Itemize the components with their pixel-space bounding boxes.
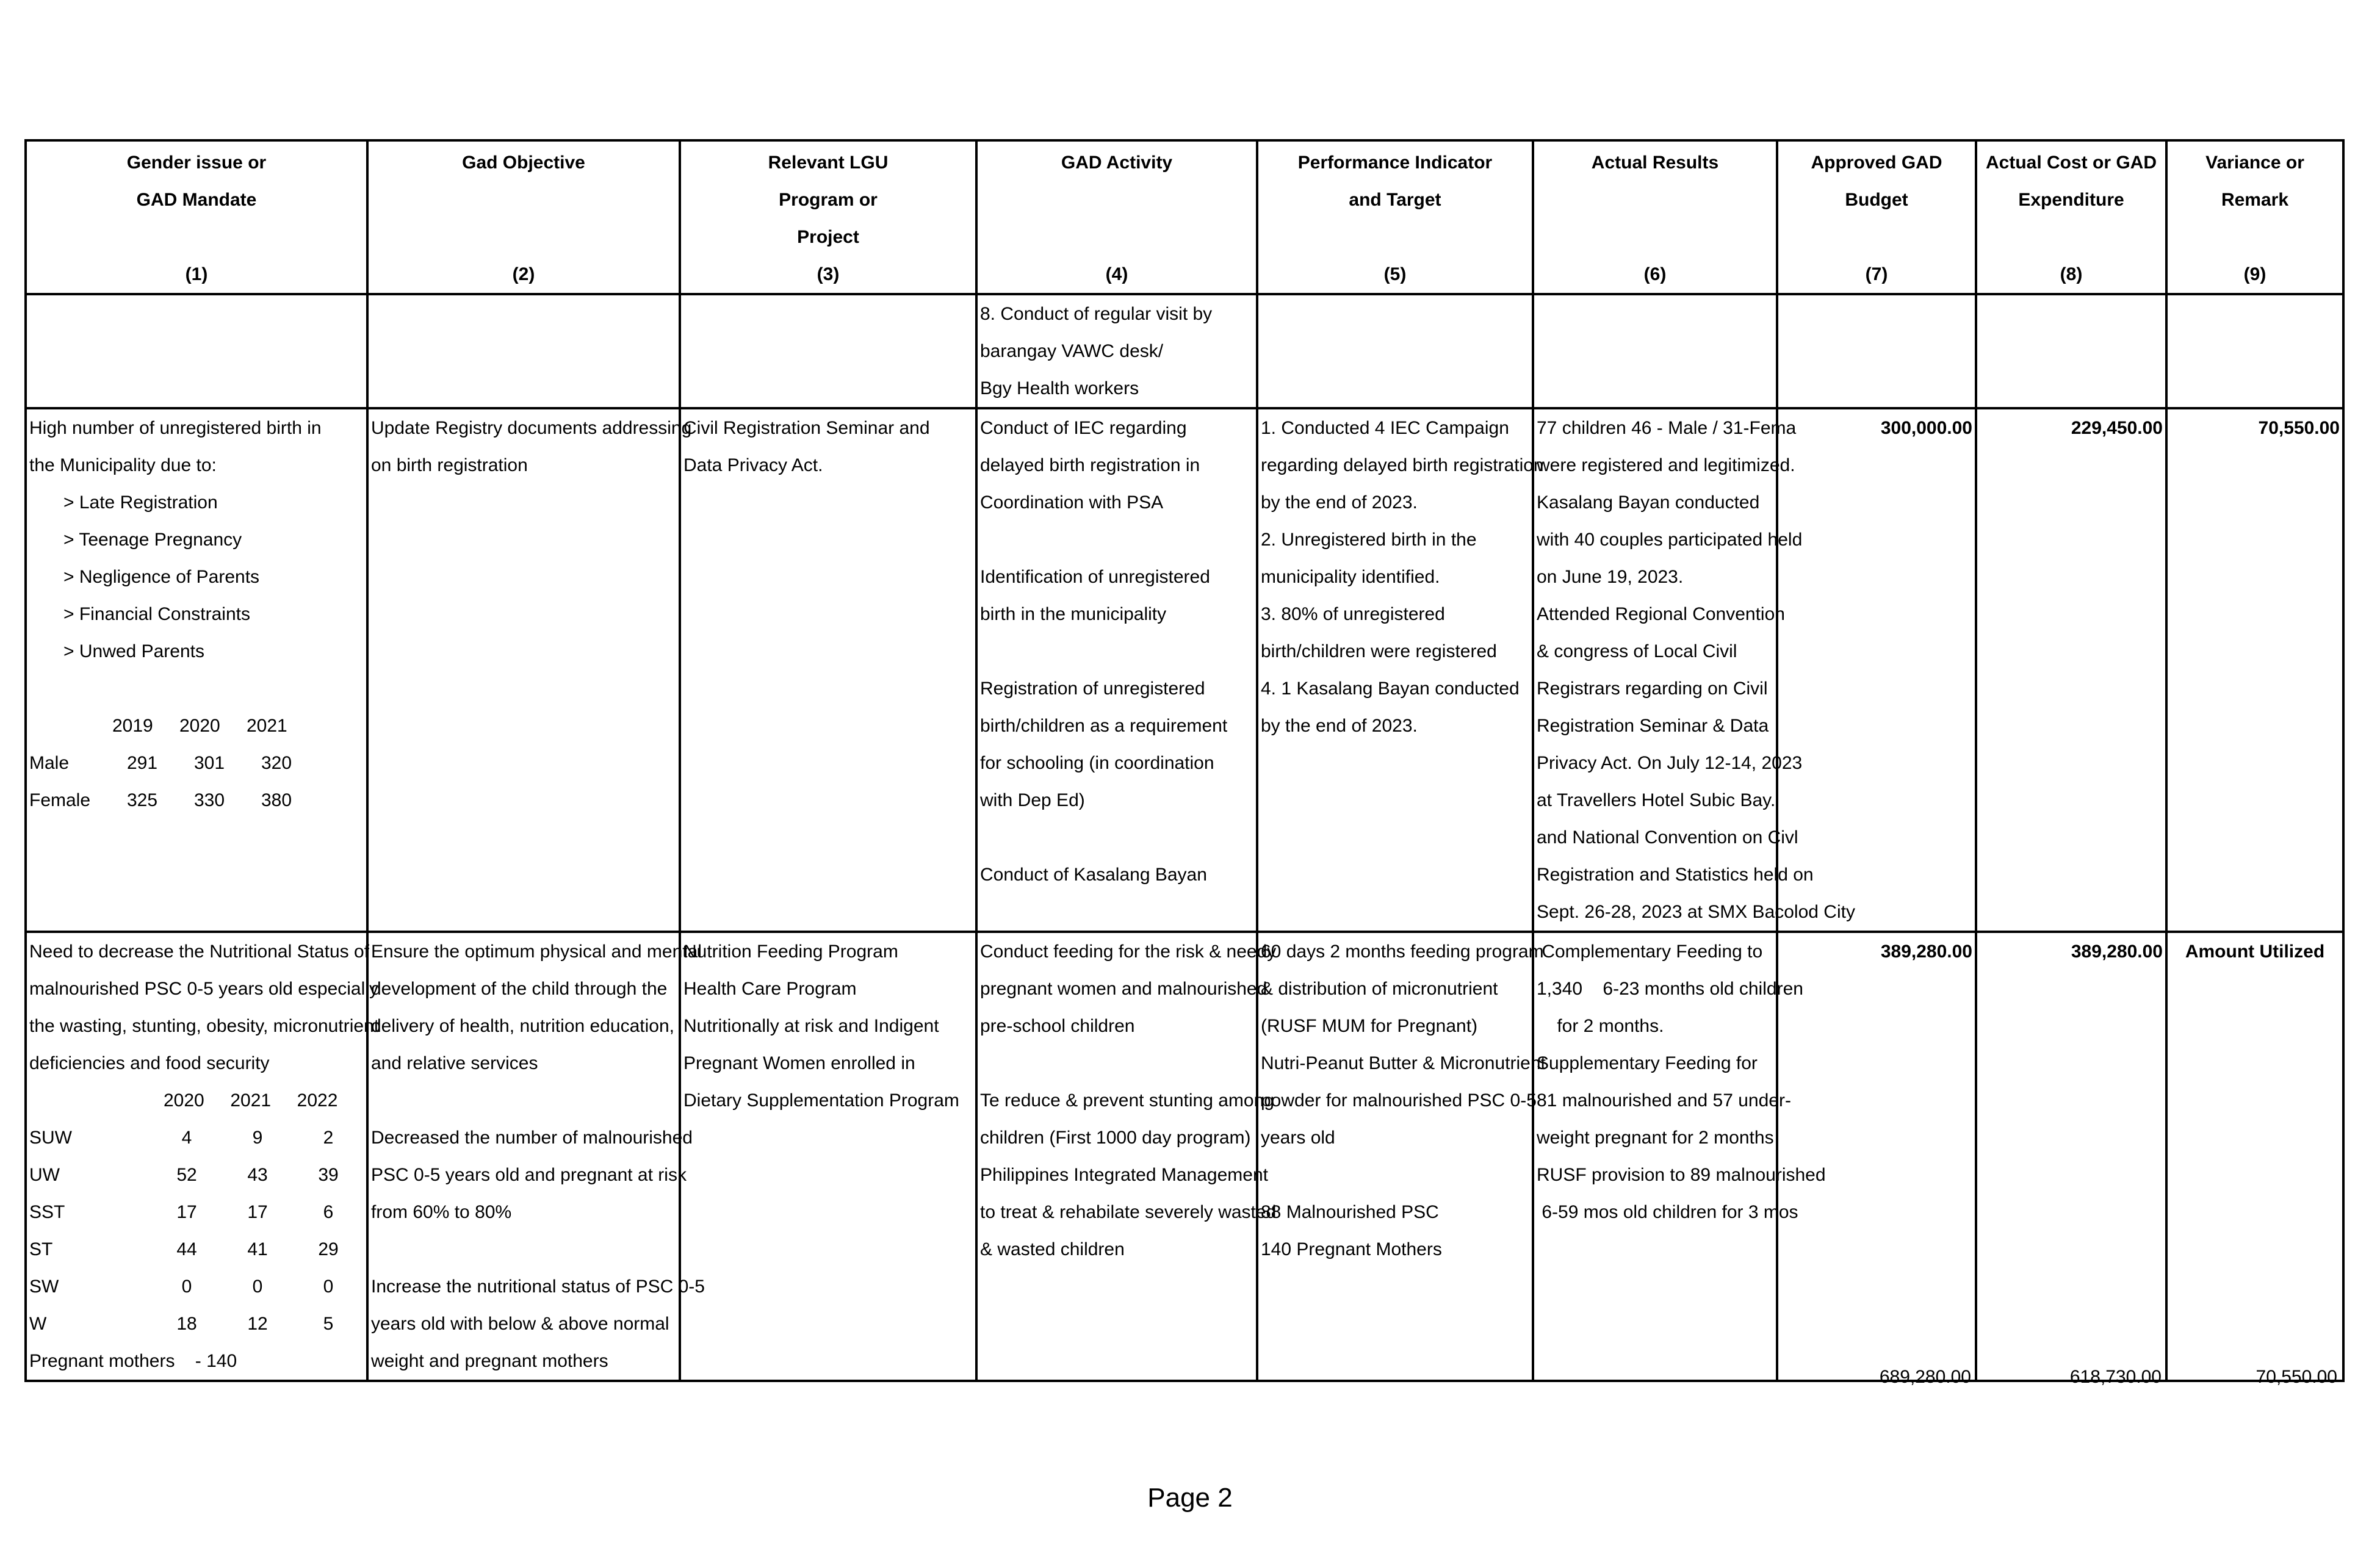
stats-value: 41 <box>247 1239 268 1259</box>
text-line: & wasted children <box>980 1239 1125 1259</box>
stats-value: 301 <box>193 753 225 773</box>
text-line: Dietary Supplementation Program <box>683 1090 959 1111</box>
text-line: 2. Unregistered birth in the <box>1261 530 1477 550</box>
stats-value: 17 <box>247 1202 268 1222</box>
stats-value: 2 <box>323 1128 334 1148</box>
stats-label: SUW <box>29 1128 72 1148</box>
text-line: weight pregnant for 2 months <box>1537 1128 1774 1148</box>
header-line: Performance Indicator <box>1297 153 1493 173</box>
header-line <box>1980 218 2163 256</box>
text-line: Need to decrease the Nutritional Status of <box>29 942 369 962</box>
header-gender-issue <box>26 140 367 294</box>
text-line: barangay VAWC desk/ <box>980 341 1164 361</box>
header-lgu-program <box>680 140 976 294</box>
text-line: by the end of 2023. <box>1261 492 1418 513</box>
text-line: on June 19, 2023. <box>1537 567 1684 587</box>
header-line: Expenditure <box>2018 190 2124 210</box>
cell-activity <box>976 408 1257 932</box>
text-line: delayed birth registration in <box>980 455 1200 475</box>
header-line <box>1537 218 1773 256</box>
cell-expenditure: 389,280.00 <box>1976 932 2166 1381</box>
header-line: GAD Mandate <box>136 190 257 210</box>
stats-year: 2020 <box>179 716 220 736</box>
stats-label: SW <box>29 1277 59 1297</box>
text-line: > Unwed Parents <box>63 641 204 661</box>
cell-indicator <box>1257 408 1544 932</box>
text-line: Privacy Act. On July 12-14, 2023 <box>1537 753 1803 773</box>
total-variance: 70,550.00 <box>2256 1367 2337 1387</box>
text-line: Civil Registration Seminar and <box>683 418 930 438</box>
text-line: Pregnant Women enrolled in <box>683 1053 915 1073</box>
header-line: GAD Activity <box>1061 153 1173 173</box>
gad-report-page <box>24 139 2343 1382</box>
text-line: 3. 80% of unregistered <box>1261 604 1445 624</box>
text-line: pre-school children <box>980 1016 1135 1036</box>
stats-value: 43 <box>247 1165 268 1185</box>
header-performance-indicator <box>1257 140 1533 294</box>
text-line: Identification of unregistered <box>980 567 1210 587</box>
header-line: Approved GAD <box>1811 153 1942 173</box>
header-line: Gender issue or <box>126 153 267 173</box>
stats-value: 17 <box>176 1202 197 1222</box>
text-line: > Late Registration <box>63 492 218 513</box>
cell-objective <box>367 408 692 932</box>
text-line: regarding delayed birth registration <box>1261 455 1544 475</box>
text-line: Coordination with PSA <box>980 492 1164 513</box>
text-line: 4. 1 Kasalang Bayan conducted <box>1261 679 1520 699</box>
cell-indicator <box>1257 932 1546 1381</box>
text-line: the wasting, stunting, obesity, micronutrient <box>29 1016 380 1036</box>
header-line <box>1261 218 1529 256</box>
stats-row <box>29 1268 364 1305</box>
text-line: Supplementary Feeding for <box>1537 1053 1758 1073</box>
cell-program <box>680 932 976 1381</box>
header-line: (6) <box>1643 264 1667 284</box>
header-line: Variance or <box>2205 153 2304 173</box>
text-line: Complementary Feeding to <box>1537 942 1763 962</box>
text-line: at Travellers Hotel Subic Bay. <box>1537 790 1776 810</box>
stats-year: 2022 <box>297 1090 338 1111</box>
stats-table <box>29 1119 364 1342</box>
text-line <box>371 1082 676 1119</box>
text-line: powder for malnourished PSC 0-5 <box>1261 1090 1537 1111</box>
text-line: Bgy Health workers <box>980 378 1139 398</box>
cell-expenditure <box>1976 294 2166 408</box>
cell-results <box>1533 408 1855 932</box>
text-line: Registrars regarding on Civil <box>1537 679 1768 699</box>
header-line: (4) <box>1105 264 1128 284</box>
stats-value: 52 <box>176 1165 197 1185</box>
header-line: Actual Cost or GAD <box>1985 153 2157 173</box>
stats-year: 2020 <box>164 1090 204 1111</box>
text-line: birth/children were registered <box>1261 641 1497 661</box>
text-line: Conduct feeding for the risk & needy <box>980 942 1277 962</box>
text-line: birth in the municipality <box>980 604 1167 624</box>
text-line: for schooling (in coordination <box>980 753 1214 773</box>
text-line: Increase the nutritional status of PSC 0-5 <box>371 1277 705 1297</box>
table-row-continuation <box>26 294 2343 408</box>
header-line <box>980 181 1253 218</box>
header-line: Budget <box>1845 190 1908 210</box>
text-line: Philippines Integrated Management <box>980 1165 1268 1185</box>
text-line: 60 days 2 months feeding program <box>1261 942 1544 962</box>
total-expenditure: 618,730.00 <box>2069 1367 2162 1387</box>
text-line: Nutritionally at risk and Indigent <box>683 1016 939 1036</box>
text-line: development of the child through the <box>371 979 668 999</box>
text-line: 140 Pregnant Mothers <box>1261 1239 1442 1259</box>
text-line: years old with below & above normal <box>371 1314 669 1334</box>
cell-indicator <box>1257 294 1533 408</box>
stats-row <box>29 782 364 819</box>
header-line: Project <box>797 227 859 247</box>
table-row-birth-registration <box>26 408 2343 932</box>
stats-value: 325 <box>126 790 158 810</box>
text-line: > Teenage Pregnancy <box>63 530 242 550</box>
stats-label: Male <box>29 753 70 773</box>
stats-year: 2021 <box>247 716 287 736</box>
stats-value: 330 <box>193 790 225 810</box>
text-line: Nutrition Feeding Program <box>683 942 898 962</box>
cell-issue <box>26 932 380 1381</box>
stats-row <box>29 1156 364 1194</box>
text-line: Kasalang Bayan conducted <box>1537 492 1760 513</box>
text-line: Update Registry documents addressing <box>371 418 692 438</box>
stats-row <box>29 744 364 782</box>
stats-value: 39 <box>318 1165 339 1185</box>
header-line: (7) <box>1865 264 1888 284</box>
text-line: and National Convention on Civl <box>1537 827 1798 848</box>
cell-variance: Amount Utilized <box>2166 932 2343 1381</box>
stats-value: 320 <box>261 753 292 773</box>
header-actual-results <box>1533 140 1777 294</box>
header-line <box>1537 181 1773 218</box>
cell-program <box>680 294 976 408</box>
text-line: with Dep Ed) <box>980 790 1085 810</box>
text-line: children (First 1000 day program) <box>980 1128 1251 1148</box>
stats-row <box>29 1119 364 1156</box>
cell-activity <box>976 932 1277 1381</box>
cell-program <box>680 408 976 932</box>
text-line: municipality identified. <box>1261 567 1440 587</box>
total-budget: 689,280.00 <box>1879 1367 1971 1387</box>
text-line: on birth registration <box>371 455 528 475</box>
stats-row <box>29 1231 364 1268</box>
stats-value: 5 <box>323 1314 334 1334</box>
text-line <box>980 1045 1253 1082</box>
header-line <box>29 218 364 256</box>
header-line: Program or <box>779 190 878 210</box>
header-line: (2) <box>512 264 535 284</box>
stats-years <box>29 707 364 744</box>
header-gad-activity <box>976 140 1257 294</box>
stats-value: 44 <box>176 1239 197 1259</box>
text-line: Health Care Program <box>683 979 857 999</box>
text-line <box>1261 1156 1529 1194</box>
table-row-nutrition <box>26 932 2343 1381</box>
gad-accomplishment-table <box>24 139 2345 1382</box>
header-row <box>26 140 2343 294</box>
text-line: High number of unregistered birth in <box>29 418 322 438</box>
text-line: 81 malnourished and 57 under- <box>1537 1090 1791 1111</box>
stats-label: UW <box>29 1165 60 1185</box>
cell-budget: 300,000.00 <box>1777 408 1976 932</box>
cell-objective <box>367 932 705 1381</box>
text-line: pregnant women and malnourished <box>980 979 1268 999</box>
header-line <box>1781 218 1972 256</box>
stats-value: 291 <box>126 753 158 773</box>
text-line: deficiencies and food security <box>29 1053 270 1073</box>
stats-value: 380 <box>261 790 292 810</box>
header-line: (5) <box>1383 264 1407 284</box>
cell-issue <box>26 408 367 932</box>
text-line <box>980 521 1253 558</box>
text-line: Data Privacy Act. <box>683 455 823 475</box>
header-line <box>2170 218 2340 256</box>
header-actual-cost <box>1976 140 2166 294</box>
text-line: 1. Conducted 4 IEC Campaign <box>1261 418 1509 438</box>
text-line: 6-59 mos old children for 3 mos <box>1537 1202 1798 1222</box>
text-line: and relative services <box>371 1053 538 1073</box>
text-line: from 60% to 80% <box>371 1202 512 1222</box>
stats-years <box>29 1082 364 1119</box>
text-line: Decreased the number of malnourished <box>371 1128 693 1148</box>
cell-expenditure: 229,450.00 <box>1976 408 2166 932</box>
stats-value: 18 <box>176 1314 197 1334</box>
stats-row <box>29 1305 364 1342</box>
text-line: Ensure the optimum physical and mental <box>371 942 702 962</box>
text-line: 8. Conduct of regular visit by <box>980 304 1213 324</box>
header-approved-budget <box>1777 140 1976 294</box>
cell-objective <box>367 294 680 408</box>
stats-value: 0 <box>181 1277 192 1297</box>
header-line: (3) <box>817 264 840 284</box>
text-line: delivery of health, nutrition education, <box>371 1016 674 1036</box>
stats-label: ST <box>29 1239 53 1259</box>
text-line <box>980 819 1253 856</box>
page-number: Page 2 <box>1147 1483 1233 1513</box>
text-line: were registered and legitimized. <box>1537 455 1795 475</box>
stats-year: 2021 <box>230 1090 272 1111</box>
stats-value: 6 <box>323 1202 334 1222</box>
text-line: Registration of unregistered <box>980 679 1205 699</box>
text-line: (RUSF MUM for Pregnant) <box>1261 1016 1478 1036</box>
text-line: to treat & rehabilate severely wasted <box>980 1202 1277 1222</box>
text-line: 88 Malnourished PSC <box>1261 1202 1439 1222</box>
text-line: by the end of 2023. <box>1261 716 1418 736</box>
stats-label: SST <box>29 1202 65 1222</box>
header-line: Actual Results <box>1591 153 1719 173</box>
text-line: Te reduce & prevent stunting among <box>980 1090 1274 1111</box>
text-line: > Financial Constraints <box>63 604 250 624</box>
text-line: malnourished PSC 0-5 years old especially <box>29 979 378 999</box>
header-line: (8) <box>2060 264 2083 284</box>
header-line <box>371 218 676 256</box>
text-line: with 40 couples participated held <box>1537 530 1803 550</box>
text-line: Registration Seminar & Data <box>1537 716 1769 736</box>
header-variance <box>2166 140 2343 294</box>
cell-variance: 70,550.00 <box>2166 408 2343 932</box>
header-line: (9) <box>2243 264 2266 284</box>
cell-issue <box>26 294 367 408</box>
text-line: Attended Regional Convention <box>1537 604 1785 624</box>
cell-budget: 389,280.00 <box>1777 932 1976 1381</box>
text-line: & congress of Local Civil <box>1537 641 1737 661</box>
text-line <box>980 633 1253 670</box>
text-line: Sept. 26-28, 2023 at SMX Bacolod City <box>1537 902 1855 922</box>
cell-results <box>1533 932 1826 1381</box>
cell-budget <box>1777 294 1976 408</box>
text-line: Conduct of IEC regarding <box>980 418 1187 438</box>
stats-label: Female <box>29 790 91 810</box>
header-line <box>371 181 676 218</box>
text-line: Registration and Statistics held on <box>1537 865 1814 885</box>
text-line: RUSF provision to 89 malnourished <box>1537 1165 1826 1185</box>
stats-label: W <box>29 1314 47 1334</box>
text-line: the Municipality due to: <box>29 455 217 475</box>
header-line: (1) <box>185 264 208 284</box>
stats-value: 0 <box>252 1277 263 1297</box>
header-line: Relevant LGU <box>768 153 889 173</box>
pregnant-mothers-count: Pregnant mothers - 140 <box>29 1351 237 1371</box>
cell-activity <box>976 294 1257 408</box>
stats-value: 12 <box>247 1314 268 1334</box>
text-line: for 2 months. <box>1537 1016 1664 1036</box>
stats-year: 2019 <box>112 716 153 736</box>
stats-table <box>29 744 364 819</box>
header-line: Remark <box>2221 190 2289 210</box>
text-line: birth/children as a requirement <box>980 716 1228 736</box>
header-line: Gad Objective <box>462 153 585 173</box>
text-line: 77 children 46 - Male / 31-Fema <box>1537 418 1797 438</box>
header-line <box>980 218 1253 256</box>
stats-value: 29 <box>318 1239 339 1259</box>
text-line: PSC 0-5 years old and pregnant at risk <box>371 1165 687 1185</box>
text-line: years old <box>1261 1128 1335 1148</box>
cell-variance <box>2166 294 2343 408</box>
cell-results <box>1533 294 1777 408</box>
header-gad-objective <box>367 140 680 294</box>
text-line: > Negligence of Parents <box>63 567 260 587</box>
stats-value: 9 <box>252 1128 263 1148</box>
stats-row <box>29 1194 364 1231</box>
stats-value: 0 <box>323 1277 334 1297</box>
text-line: Conduct of Kasalang Bayan <box>980 865 1207 885</box>
stats-value: 4 <box>181 1128 192 1148</box>
header-line: and Target <box>1349 190 1441 210</box>
text-line <box>371 1231 676 1268</box>
text-line: weight and pregnant mothers <box>371 1351 608 1371</box>
text-line: 1,340 6-23 months old children <box>1537 979 1803 999</box>
text-line: & distribution of micronutrient <box>1261 979 1498 999</box>
text-line: Nutri-Peanut Butter & Micronutrient <box>1261 1053 1546 1073</box>
